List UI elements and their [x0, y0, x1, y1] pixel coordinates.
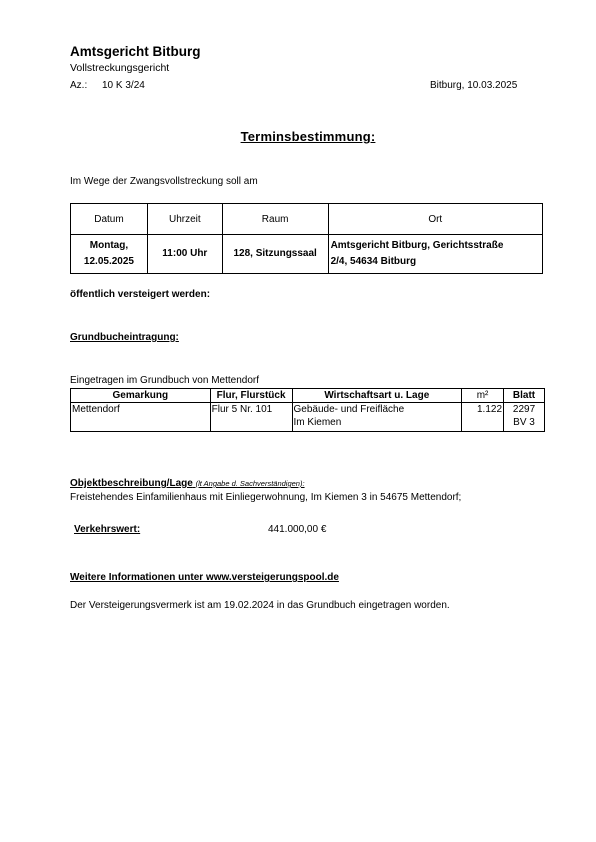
appointment-table — [70, 203, 543, 274]
flur-value: Flur 5 Nr. 101 — [210, 403, 292, 432]
header-gemarkung: Gemarkung — [71, 389, 211, 403]
object-description: Freistehendes Einfamilienhaus mit Einliegerwohnung, Im Kiemen 3 in 54675 Mettendorf; — [70, 492, 462, 503]
document-title: Terminsbestimmung: — [240, 129, 376, 144]
market-value-label: Verkehrswert: — [74, 524, 141, 535]
appointment-location — [328, 235, 542, 274]
header-uhrzeit: Uhrzeit — [147, 204, 222, 235]
header-datum: Datum — [71, 204, 148, 235]
intro-text: Im Wege der Zwangsvollstreckung soll am — [70, 176, 258, 187]
blatt-value — [504, 403, 545, 432]
blatt-line2: BV 3 — [513, 417, 535, 428]
land-register-intro: Eingetragen im Grundbuch von Mettendorf — [70, 375, 259, 386]
land-register-table — [70, 388, 545, 432]
qm-value: 1.122 — [462, 403, 504, 432]
header-ort: Ort — [328, 204, 542, 235]
appointment-weekday: Montag, — [89, 240, 129, 251]
court-department: Vollstreckungsgericht — [70, 62, 170, 74]
wirtschaftsart-value — [292, 403, 462, 432]
land-register-row — [71, 403, 545, 432]
blatt-line1: 2297 — [512, 404, 536, 415]
case-number: 10 K 3/24 — [102, 80, 145, 91]
appointment-table-header — [71, 204, 543, 235]
appointment-date — [71, 235, 148, 274]
appointment-time: 11:00 Uhr — [147, 235, 222, 274]
market-value: 441.000,00 € — [268, 524, 327, 535]
gemarkung-value: Mettendorf — [71, 403, 211, 432]
auction-statement: öffentlich versteigert werden: — [70, 289, 211, 300]
appointment-location-line1: Amtsgericht Bitburg, Gerichtsstraße — [330, 240, 504, 251]
object-heading-note: (lt Angabe d. Sachverständigen): — [195, 479, 305, 488]
land-register-heading: Grundbucheintragung: — [70, 332, 179, 343]
wirtschaftsart-line2: Im Kiemen — [293, 417, 342, 428]
header-blatt: Blatt — [504, 389, 545, 403]
object-heading-text: Objektbeschreibung/Lage — [70, 478, 193, 489]
land-register-header — [71, 389, 545, 403]
appointment-location-line2: 2/4, 54634 Bitburg — [330, 256, 417, 267]
more-info-link[interactable]: Weitere Informationen unter www.versteigerungspool.de — [70, 572, 339, 583]
appointment-room: 128, Sitzungssaal — [222, 235, 328, 274]
header-qm: m² — [462, 389, 504, 403]
appointment-table-row — [71, 235, 543, 274]
place-date: Bitburg, 10.03.2025 — [430, 80, 518, 91]
header-wirtschaftsart: Wirtschaftsart u. Lage — [292, 389, 462, 403]
object-description-heading — [70, 478, 305, 489]
wirtschaftsart-line1: Gebäude- und Freifläche — [293, 404, 405, 415]
registration-note: Der Versteigerungsvermerk ist am 19.02.2024 in das Grundbuch eingetragen worden. — [70, 600, 450, 611]
header-raum: Raum — [222, 204, 328, 235]
appointment-date-value: 12.05.2025 — [83, 256, 134, 267]
court-name: Amtsgericht Bitburg — [70, 44, 201, 59]
header-flur: Flur, Flurstück — [210, 389, 292, 403]
case-number-label: Az.: — [70, 80, 88, 91]
